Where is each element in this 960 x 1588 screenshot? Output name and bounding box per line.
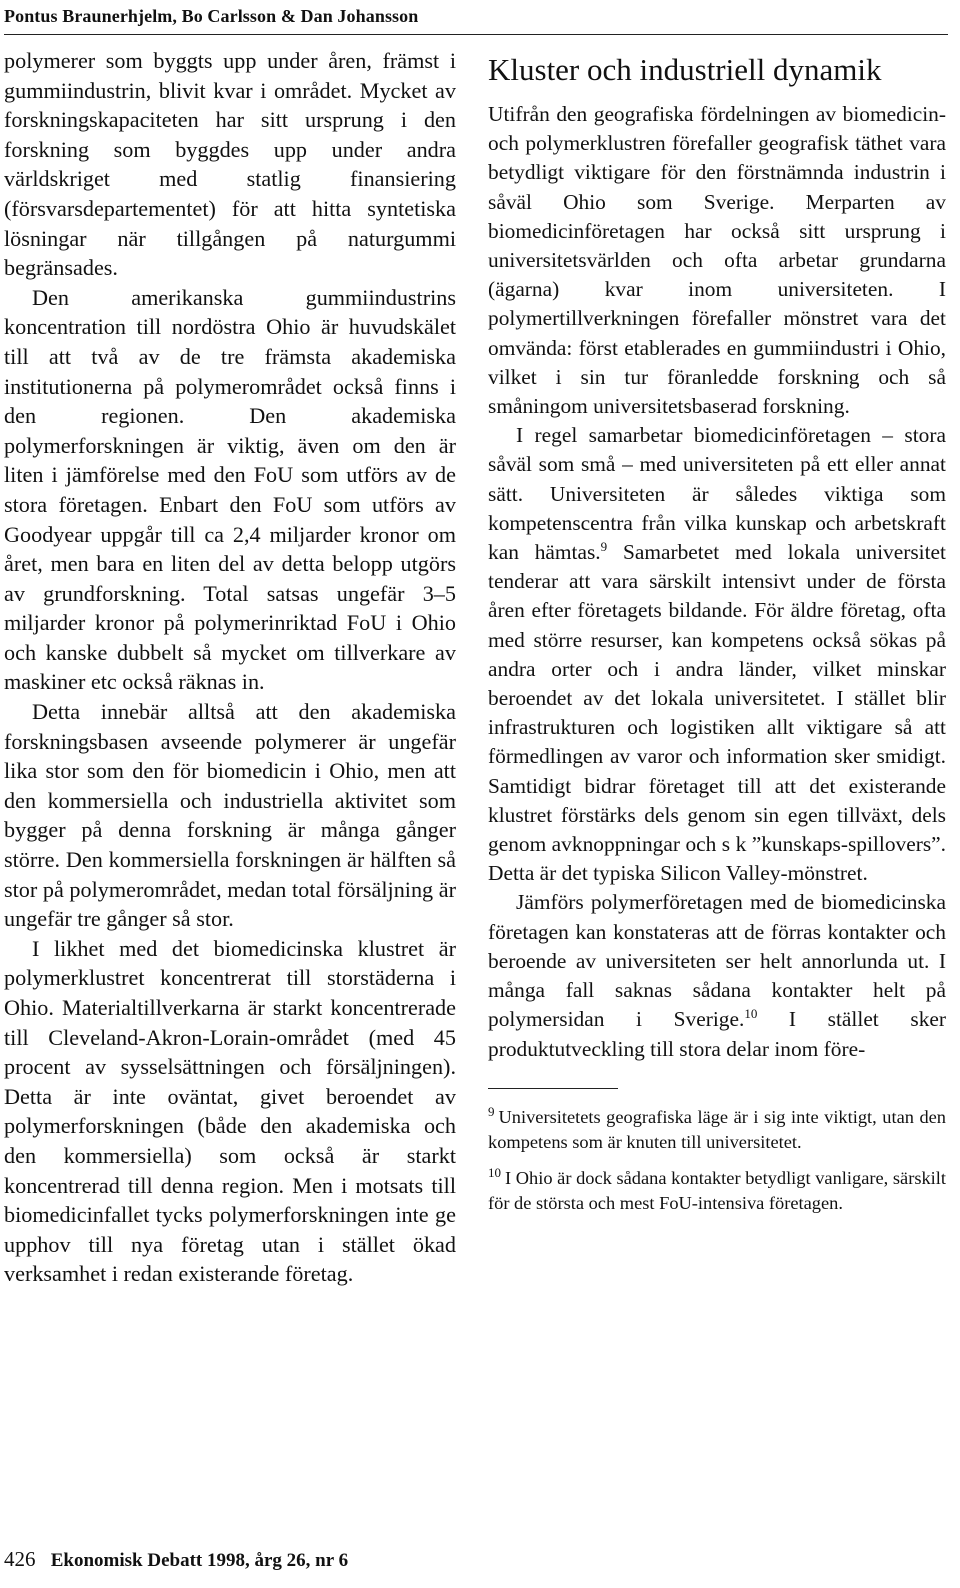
- journal-name: Ekonomisk Debatt 1998, årg 26, nr 6: [50, 1550, 349, 1571]
- paragraph-text: I stället sker produktutveckling till stora delar inom före-: [488, 1007, 947, 1061]
- paragraph: [488, 421, 946, 888]
- footnote-ref: 9: [600, 538, 608, 554]
- paragraph: I likhet med det biomedicinska klustret är polymerklustret koncentrerat till storstäderna i Ohio. Materialtillverkarna är starkt koncentrerade till Cleveland-Akron-Lorain-området (med 45 procent av sysselsättningen och försäljningen). Detta är inte oväntat, givet beroendet av polymerforskningen (både den akademiska och den kommersiella) som också är starkt koncentrerad till denna region. Men i motsats till biomedicinfallet tycks polymerforskningen inte ge upphov till nya företag utan i stället ökad verksamhet i redan existerande företag.: [4, 935, 456, 1287]
- running-head-authors: Pontus Braunerhjelm, Bo Carlsson & Dan Johansson: [4, 6, 419, 26]
- paragraph: [488, 888, 946, 1063]
- header-rule: [4, 34, 948, 35]
- footnote-number: 9: [488, 1103, 495, 1119]
- footnote-text: I Ohio är dock sådana kontakter betydligt vanligare, särskilt för de största och mest FoU-intensiva företagen.: [488, 1167, 946, 1214]
- paragraph-text: Samarbetet med lokala universitet tenderar att vara särskilt intensivt under de första åren efter företagets bildande. För äldre företag, ofta med större resurser, kan kompetens också sökas på andra orter och i andra länder, vilket minskar beroendet av det lokala universitetet. I stället blir infrastrukturen och logistiken allt viktigare så att förmedlingen av varor och information sker smidigt. Samtidigt bidrar företaget till att det existerande klustret förstärks dels genom sin egen tillväxt, dels genom avknoppningar och s k ”kunskaps-spillovers”. Detta är det typiska Silicon Valley-mönstret.: [488, 540, 946, 886]
- paragraph: Utifrån den geografiska fördelningen av biomedicin- och polymerklustren förefaller geografisk täthet vara betydligt viktigare för den förstnämnda industrin i såväl Ohio som Sverige. Merparten av biomedicinföretagen har också sitt ursprung i universitetsvärlden och ofta arbetar grundarna (ägarna) kvar inom universiteten. I polymertillverkningen förefaller mönstret vara det omvända: först etablerades en gummiindustri i Ohio, vilket i sin tur föranledde forskning och så småningom universitetsbaserad forskning.: [488, 102, 946, 419]
- left-column: [4, 46, 456, 1289]
- footnote: [488, 1166, 946, 1217]
- paragraph: Den amerikanska gummiindustrins koncentration till nordöstra Ohio är huvudskälet till att två av de tre främsta akademiska institutionerna på polymerområdet också finns i den regionen. Den akademiska polymerforskningen är viktig, även om den är liten i jämförelse med den FoU som utförs av de stora företagen. Enbart den FoU som utförs av Goodyear uppgår till ca 2,4 miljarder kronor om året, men bara en liten del av detta belopp utgörs av grundforskning. Total satsas ungefär 3–5 miljarder kronor på polymerinriktad FoU i Ohio och kanske dubbelt så mycket om tillverkare av maskiner etc också räknas in.: [4, 284, 456, 695]
- section-title: Kluster och industriell dynamik: [488, 52, 882, 87]
- right-column: [488, 52, 946, 1227]
- footnote-text: Universitetets geografiska läge är i sig inte viktigt, utan den kompetens som är knuten till universitetet.: [488, 1106, 946, 1153]
- paragraph-text: Jämförs polymerföretagen med de biomedicinska företagen kan konstateras att de förras kontakter och beroende av universiteten ser helt annorlunda ut. I många fall saknas sådana kontakter helt på polymersidan i Sverige.: [488, 890, 946, 1032]
- page-number: 426: [4, 1547, 36, 1571]
- footnote: [488, 1105, 946, 1156]
- footnote-ref: 10: [744, 1006, 758, 1022]
- page-footer: [4, 1547, 348, 1572]
- paragraph: polymerer som byggts upp under åren, främst i gummiindustrin, blivit kvar i området. Mycket av forskningskapaciteten har sitt ursprung i den forskning som byggdes upp under andra världskriget med statlig finansiering (försvarsdepartementet) för att hitta syntetiska lösningar när tillgången på naturgummi begränsades.: [4, 48, 456, 281]
- paragraph-text: I regel samarbetar biomedicinföretagen – stora såväl som små – med universiteten på ett eller annat sätt. Universiteten är således viktiga som kompetenscentra från vilka kunskap och arbetskraft kan hämtas.: [488, 423, 946, 565]
- paragraph: Detta innebär alltså att den akademiska forskningsbasen avseende polymerer är ungefär lika stor som den för biomedicin i Ohio, men att den kommersiella och industriella aktivitet som bygger på denna forskning är många gånger större. Den kommersiella forskningen är hälften så stor på polymerområdet, medan total försäljning är ungefär tre gånger så stor.: [4, 699, 456, 932]
- footnote-number: 10: [488, 1164, 501, 1180]
- footnote-rule: [488, 1088, 618, 1089]
